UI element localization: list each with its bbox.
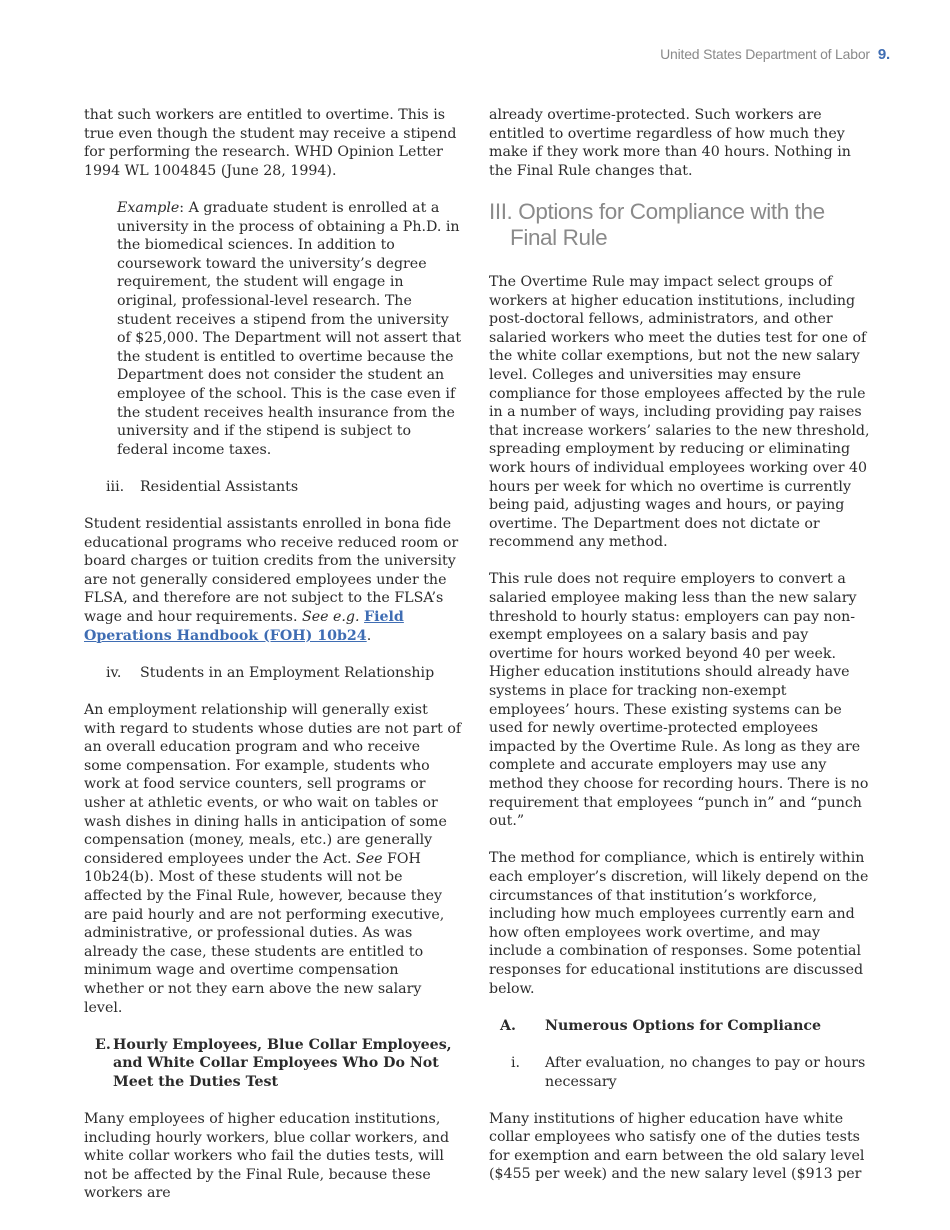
left-column <box>84 106 462 1222</box>
subheading-label: Numerous Options for Compliance <box>545 1017 822 1034</box>
roman-numeral: iii. <box>106 478 125 495</box>
period: . <box>366 627 372 644</box>
subheading-a <box>500 1017 871 1036</box>
example-block <box>117 199 462 459</box>
paragraph-text: An employment relationship will generally exist with regard to students whose duties are not part of an overall education program and who receive some compensation. For example, students who work at food service counters, sell programs or usher at athletic events, or who wait on tables or wash dishes in dining halls in anticipation of some compensation (money, meals, etc.) are generally considered employees under the Act. <box>84 702 462 867</box>
example-text: : A graduate student is enrolled at a university in the process of obtaining a Ph.D. in the biomedical sciences. In addition to coursework toward the university’s degree requirement, the student will engage in original, professional-level research. The student receives a stipend from the university of $25,000. The Department will not assert that the student is entitled to overtime because the Department does not consider the student an employee of the school. This is the case even if the student receives health insurance from the university and if the stipend is subject to federal income taxes. <box>117 199 462 458</box>
paragraph-text: Student residential assistants enrolled in bona fide educational programs who receive reduced room or board charges or tuition credits from the university are not generally considered employees under the FLSA, and therefore are not subject to the FLSA’s wage and hour requirements. <box>84 516 459 626</box>
section-letter: E. <box>95 1036 111 1053</box>
subheading-e <box>95 1036 462 1092</box>
paragraph: This rule does not require employers to convert a salaried employee making less than the new salary threshold to hourly status: employers can pay non-exempt employees on a salary basis and pay overtime for hours worked beyond 40 per week. Higher education institutions should already have systems in place for tracking non-exempt employees’ hours. These existing systems can be used for newly overtime-protected employees impacted by the Overtime Rule. As long as they are complete and accurate employers may use any method they choose for recording hours. There is no requirement that employees “punch in” and “punch out.” <box>489 571 869 830</box>
roman-numeral: iv. <box>106 664 122 681</box>
page-number: 9. <box>877 46 890 63</box>
foh-link[interactable]: Field Operations Handbook (FOH) 10b24 <box>84 609 404 644</box>
paragraph: Many employees of higher education institutions, including hourly workers, blue collar workers, and white collar workers who fail the duties tests, will not be affected by the Final Rule, because these workers are <box>84 1111 450 1202</box>
header-org: United States Department of Labor <box>660 46 870 62</box>
paragraph: already overtime-protected. Such workers are entitled to overtime regardless of how much they make if they work more than 40 hours. Nothing in the Final Rule changes that. <box>489 107 851 179</box>
paragraph: that such workers are entitled to overtime. This is true even though the student may receive a stipend for performing the research. WHD Opinion Letter 1994 WL 1004845 (June 28, 1994). <box>84 107 457 179</box>
see-eg: See e.g. <box>302 609 360 626</box>
paragraph <box>84 701 462 1017</box>
subheading-students-employment <box>106 664 462 683</box>
section-letter: A. <box>500 1017 516 1034</box>
roman-numeral: i. <box>511 1054 521 1071</box>
page-header <box>660 46 890 63</box>
right-column <box>489 106 871 1203</box>
subheading-i <box>511 1054 871 1091</box>
paragraph <box>84 515 462 645</box>
paragraph: The method for compliance, which is entirely within each employer’s discretion, will likely depend on the circumstances of that institution’s workforce, including how much employees currently earn and how often employees work overtime, and may include a combination of responses. Some potential responses for educational institutions are discussed below. <box>489 850 869 997</box>
section-heading: III. Options for Compliance with the Final Rule <box>489 198 825 250</box>
paragraph-text: FOH 10b24(b). Most of these students will not be affected by the Final Rule, however, because they are paid hourly and are not performing executive, administrative, or professional duties. As was already the case, these students are entitled to minimum wage and overtime compensation whether or not they earn above the new salary level. <box>84 850 445 1016</box>
example-label: Example <box>117 199 180 216</box>
see: See <box>356 850 383 867</box>
paragraph: The Overtime Rule may impact select groups of workers at higher education institutions, including post-doctoral fellows, administrators, and other salaried workers who meet the duties test for one of the white collar exemptions, but not the new salary level. Colleges and universities may ensure compliance for those employees affected by the rule in a number of ways, including providing pay raises that increase workers’ salaries to the new threshold, spreading employment by reducing or eliminating work hours of individual employees working over 40 hours per week for which no overtime is currently being paid, adjusting wages and hours, or paying overtime. The Department does not dictate or recommend any method. <box>489 273 870 551</box>
subheading-label: Students in an Employment Relationship <box>140 664 435 681</box>
subheading-label: After evaluation, no changes to pay or hours necessary <box>545 1054 866 1090</box>
subheading-label: Residential Assistants <box>140 478 299 495</box>
subheading-label: Hourly Employees, Blue Collar Employees, and White Collar Employees Who Do Not Meet the Duties Test <box>113 1036 452 1090</box>
subheading-residential-assistants <box>106 478 462 497</box>
paragraph: Many institutions of higher education have white collar employees who satisfy one of the duties tests for exemption and earn between the old salary level ($455 per week) and the new salary level ($913 per <box>489 1110 865 1183</box>
